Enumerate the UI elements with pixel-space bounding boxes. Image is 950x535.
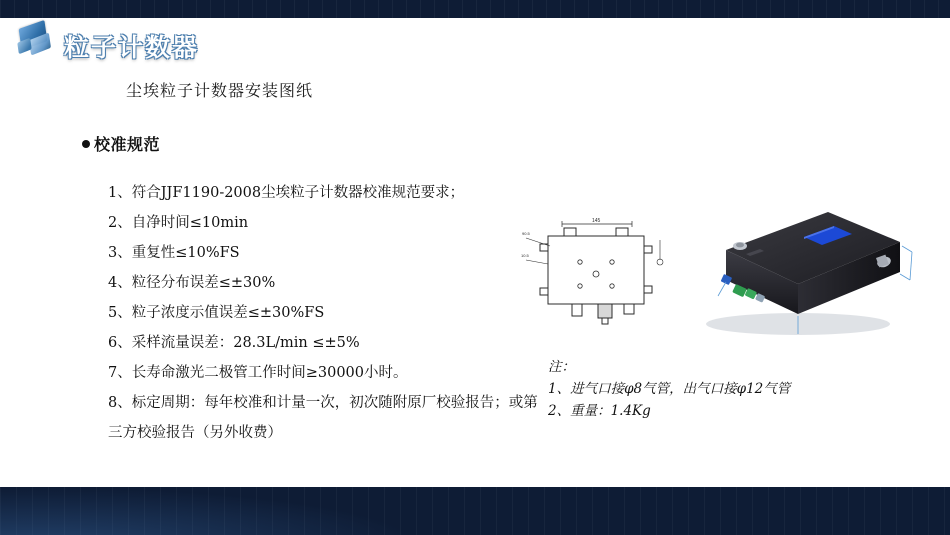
svg-text:90.5: 90.5 <box>522 231 530 236</box>
note-title: 注： <box>548 359 575 375</box>
product-images <box>520 196 920 356</box>
cube-logo-icon <box>16 18 60 64</box>
list-item: 4、粒径分布误差≤±30% <box>108 275 276 291</box>
bottom-decorative-band <box>0 487 950 535</box>
list-item: 2、自净时间≤10min <box>108 215 249 231</box>
list-item: 7、长寿命激光二极管工作时间≥30000小时。 <box>108 365 408 381</box>
svg-text:145: 145 <box>592 218 601 224</box>
top-decorative-band <box>0 0 950 18</box>
subtitle: 尘埃粒子计数器安装图纸 <box>126 81 314 100</box>
bullet-dot-icon <box>82 140 90 148</box>
technical-drawing-image <box>520 216 680 336</box>
list-item: 5、粒子浓度示值误差≤±30%FS <box>108 305 325 321</box>
top-band-pattern <box>0 0 950 18</box>
bottom-band-glow <box>0 487 420 535</box>
list-item: 8、标定周期：每年校准和计量一次，初次随附原厂校验报告；或第三方校验报告（另外收费） <box>108 395 538 441</box>
list-item: 3、重复性≤10%FS <box>108 245 240 261</box>
note-line: 2、重量：1.4Kg <box>548 403 651 419</box>
svg-text:10.5: 10.5 <box>521 253 529 258</box>
list-item: 6、采样流量误差：28.3L/min ≤±5% <box>108 335 360 351</box>
note-block <box>548 356 790 422</box>
section-heading-label: 校准规范 <box>94 135 161 154</box>
section-heading <box>82 132 160 155</box>
page-title: 粒子计数器 <box>64 33 200 62</box>
device-render-image <box>688 196 913 356</box>
list-item: 1、符合JJF1190-2008尘埃粒子计数器校准规范要求； <box>108 185 465 201</box>
note-line: 1、进气口接φ8气管，出气口接φ12气管 <box>548 381 791 397</box>
spec-list <box>108 178 548 448</box>
